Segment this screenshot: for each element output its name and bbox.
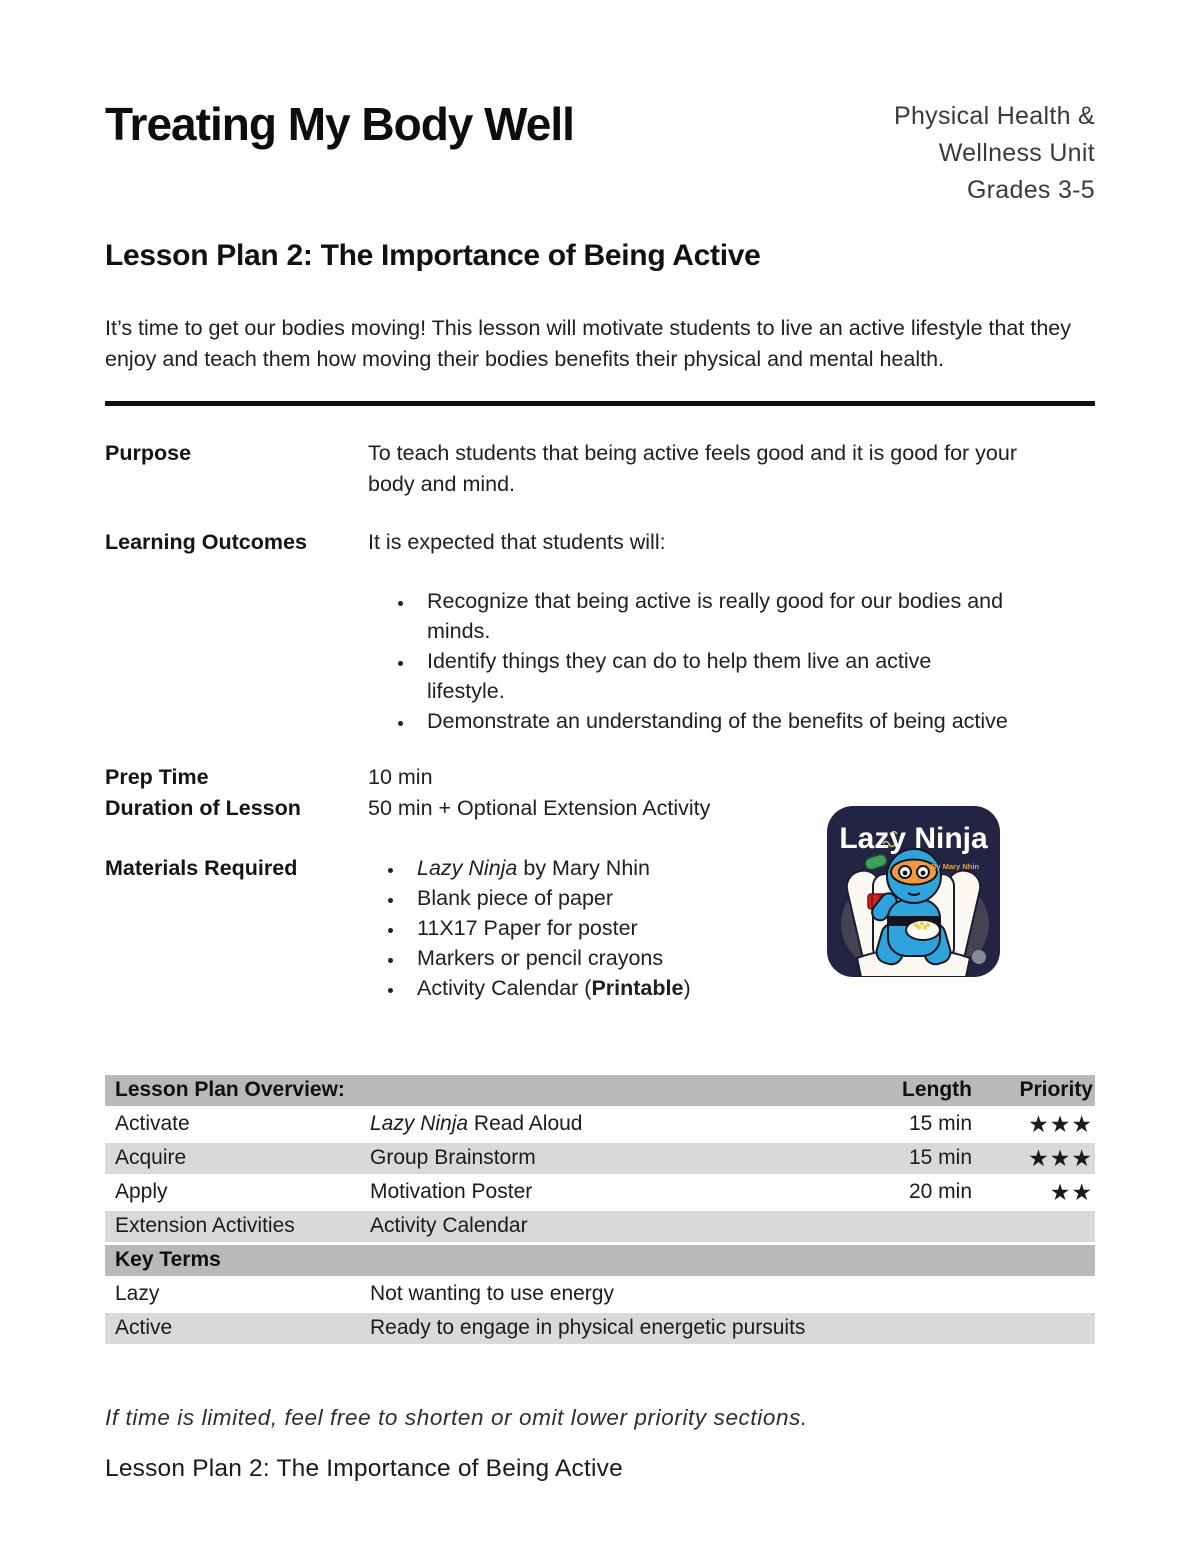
prep-time-row [105, 762, 1095, 793]
publisher-logo [972, 950, 986, 964]
book-cover-title: Lazy Ninja [839, 822, 988, 855]
outcomes-label: Learning Outcomes [105, 530, 307, 554]
document-title: Treating My Body Well [105, 98, 574, 150]
lazy-ninja-book-cover [827, 806, 1000, 977]
table-row-activate [105, 1108, 1095, 1142]
priority-column-header: Priority [972, 1075, 1095, 1108]
material-item-text: by Mary Nhin [517, 856, 651, 880]
outcome-item: • Identify things they can do to help them live an active lifestyle. [415, 646, 1013, 706]
purpose-text: To teach students that being active feels good and it is good for your body and mind. [368, 441, 1017, 496]
row-name: Lazy [105, 1278, 370, 1312]
duration-label: Duration of Lesson [105, 796, 301, 820]
row-desc-text: Read Aloud [468, 1112, 583, 1135]
row-length: 20 min [810, 1176, 972, 1210]
table-row-active [105, 1312, 1095, 1346]
prep-time-label: Prep Time [105, 765, 209, 789]
table-row-lazy [105, 1278, 1095, 1312]
unit-line-1: Physical Health & [893, 102, 1095, 130]
row-name: Extension Activities [105, 1210, 370, 1244]
row-desc: Ready to engage in physical energetic pursuits [370, 1312, 810, 1346]
prep-time-value: 10 min [368, 765, 433, 789]
purpose-label: Purpose [105, 441, 192, 465]
page-header [105, 0, 1095, 209]
row-desc: Not wanting to use energy [370, 1278, 810, 1312]
material-item [405, 973, 928, 1003]
material-item: • 11X17 Paper for poster [405, 913, 928, 943]
overview-header-title: Lesson Plan Overview: [105, 1075, 810, 1108]
row-length [810, 1312, 972, 1346]
table-header-row [105, 1075, 1095, 1108]
table-row-apply [105, 1176, 1095, 1210]
table-row-acquire [105, 1142, 1095, 1176]
priority-stars [972, 1312, 1095, 1346]
outcomes-intro: It is expected that students will: [368, 530, 666, 554]
row-length: 15 min [810, 1142, 972, 1176]
section-divider [105, 401, 1095, 406]
book-cover-byline: By Mary Nhin [931, 862, 979, 871]
page-footer: Lesson Plan 2: The Importance of Being Active [105, 1455, 623, 1482]
table-row-extension [105, 1210, 1095, 1244]
unit-line-3: Grades 3-5 [966, 176, 1095, 204]
row-name: Activate [105, 1108, 370, 1142]
outcomes-list [368, 586, 1013, 736]
lesson-plan-overview-table [105, 1075, 1095, 1347]
row-name: Acquire [105, 1142, 370, 1176]
book-title-italic: Lazy Ninja [417, 856, 518, 880]
lesson-intro: It’s time to get our bodies moving! This lesson will motivate students to live an active lifestyle that they enjoy and teach them how moving their bodies benefits their physical and mental health. [105, 316, 1071, 371]
material-item-text: Activity Calendar ( [417, 976, 592, 1000]
row-length: 15 min [810, 1108, 972, 1142]
unit-info [894, 98, 1095, 209]
material-item: • Blank piece of paper [405, 883, 928, 913]
row-desc [370, 1108, 810, 1142]
row-desc: Activity Calendar [370, 1210, 810, 1244]
purpose-row [105, 438, 1095, 500]
outcome-item: • Demonstrate an understanding of the benefits of being active [415, 706, 1013, 736]
row-desc-italic: Lazy Ninja [370, 1112, 469, 1135]
row-length [810, 1210, 972, 1244]
priority-stars [972, 1210, 1095, 1244]
priority-stars: ★★★ [972, 1108, 1095, 1142]
row-desc: Motivation Poster [370, 1176, 810, 1210]
priority-stars: ★★ [972, 1176, 1095, 1210]
outcomes-content [368, 527, 1058, 736]
duration-value: 50 min + Optional Extension Activity [368, 796, 711, 820]
row-desc: Group Brainstorm [370, 1142, 810, 1176]
row-length [810, 1278, 972, 1312]
printable-bold: Printable [591, 976, 684, 1000]
length-column-header: Length [810, 1075, 972, 1108]
material-item: • Markers or pencil crayons [405, 943, 928, 973]
unit-line-2: Wellness Unit [938, 139, 1095, 167]
outcomes-row [105, 527, 1095, 736]
table-row-key-terms [105, 1244, 1095, 1278]
outcome-item: • Recognize that being active is really good for our bodies and minds. [415, 586, 1013, 646]
priority-note: If time is limited, feel free to shorten or omit lower priority sections. [105, 1405, 808, 1430]
material-item-text: ) [683, 976, 691, 1000]
lesson-heading: Lesson Plan 2: The Importance of Being Active [105, 239, 761, 272]
row-name: Apply [105, 1176, 370, 1210]
priority-stars [972, 1278, 1095, 1312]
priority-stars: ★★★ [972, 1142, 1095, 1176]
row-name: Active [105, 1312, 370, 1346]
materials-label: Materials Required [105, 856, 298, 880]
key-terms-header: Key Terms [105, 1244, 1095, 1278]
